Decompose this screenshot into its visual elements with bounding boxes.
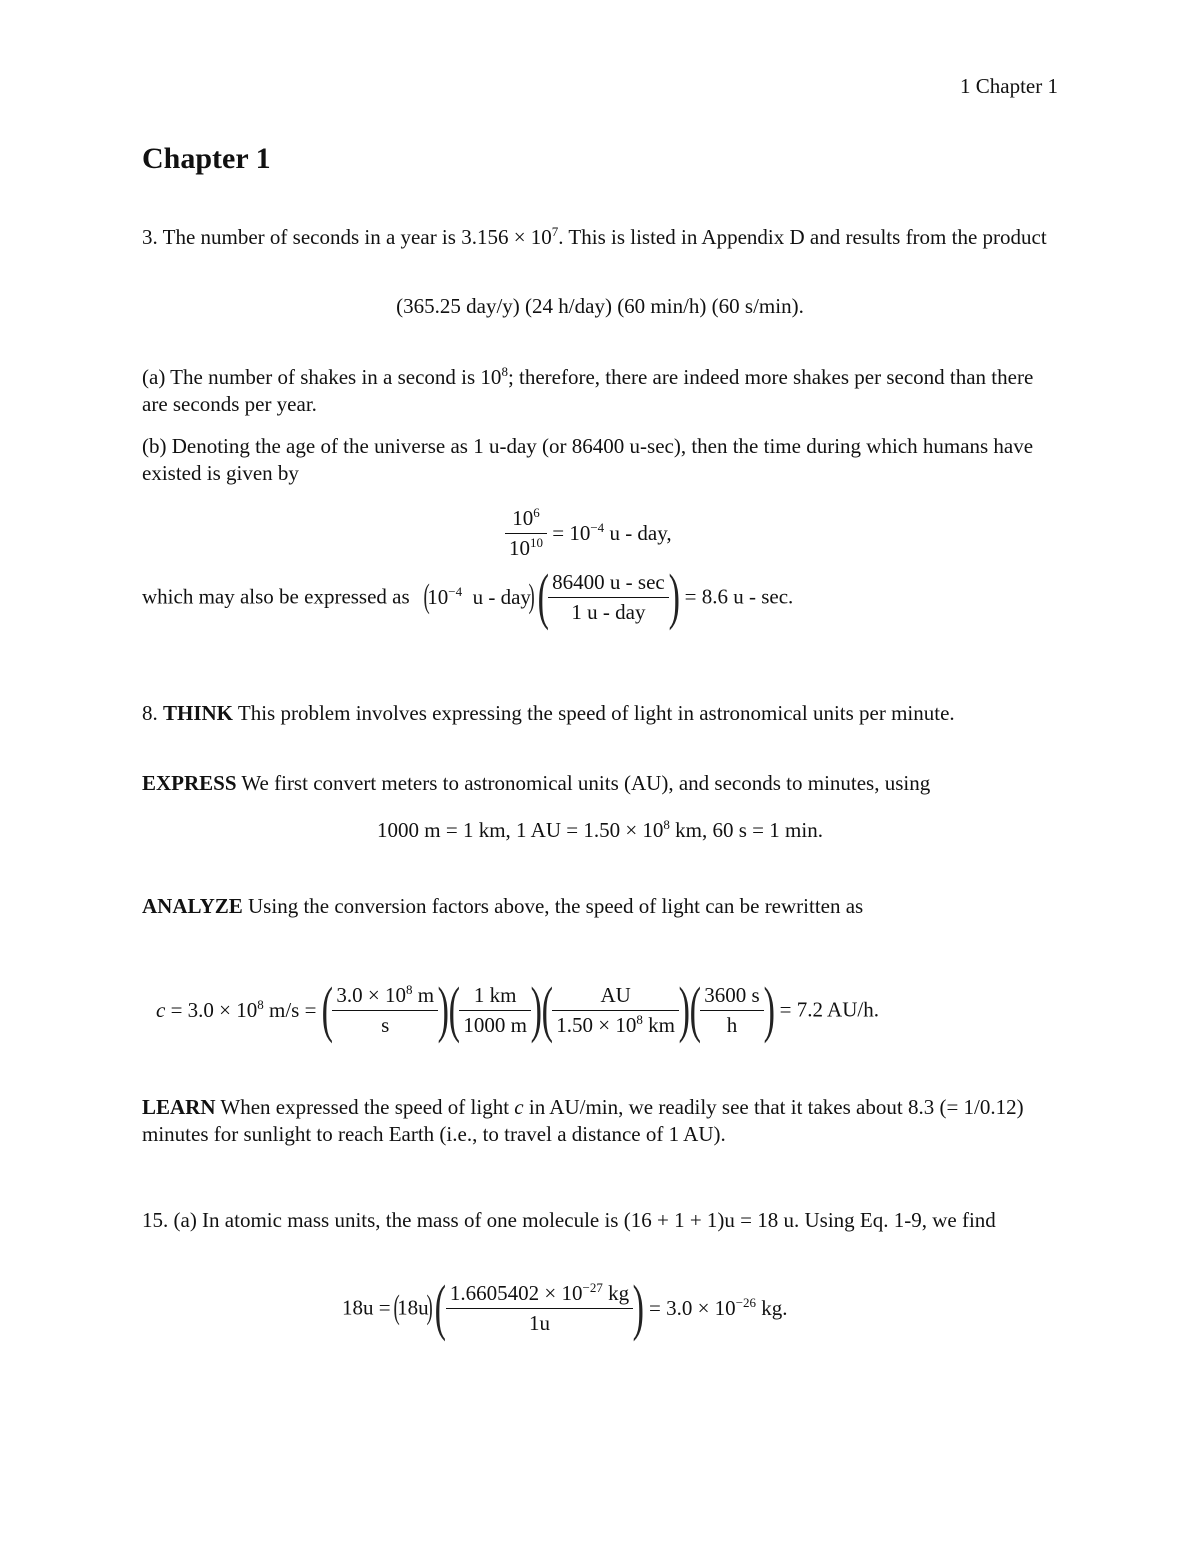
problem-15-text: 15. (a) In atomic mass units, the mass of one molecule is (16 + 1 + 1)u = 18 u. Using Eq. 1-9, we find bbox=[142, 1208, 996, 1232]
age-ratio-equation bbox=[505, 506, 672, 561]
express-text: We first convert meters to astronomical units (AU), and seconds to minutes, using bbox=[236, 771, 931, 795]
analyze-label: ANALYZE bbox=[142, 894, 243, 918]
c-lhs-b: m/s = bbox=[263, 997, 317, 1022]
problem-3a-exp: 8 bbox=[501, 364, 508, 379]
age-ratio-num-exp: 6 bbox=[533, 505, 540, 520]
factor-3-den-b: km bbox=[642, 1012, 675, 1037]
age-ratio-unit: u - day, bbox=[609, 521, 672, 545]
also-expressed-equation bbox=[142, 563, 794, 631]
right-paren: ) bbox=[678, 976, 690, 1044]
right-paren: ) bbox=[528, 578, 535, 615]
problem-3a-text bbox=[142, 364, 1057, 418]
conversion-equation bbox=[0, 818, 1200, 843]
conversion-eq-a: 1000 m = 1 km, 1 AU = 1.50 × 10 bbox=[377, 818, 664, 842]
express-label: EXPRESS bbox=[142, 771, 237, 795]
problem-8-learn bbox=[142, 1094, 1057, 1148]
right-paren: ) bbox=[426, 1289, 433, 1326]
c-result: = 7.2 AU/h. bbox=[779, 997, 879, 1022]
mass-lhs: 18u = bbox=[342, 1295, 396, 1320]
mass-result-exp: −26 bbox=[735, 1294, 757, 1310]
age-ratio-rhs-exp: −4 bbox=[590, 520, 605, 535]
factor-4-den: h bbox=[726, 1012, 738, 1037]
analyze-text: Using the conversion factors above, the speed of light can be rewritten as bbox=[242, 894, 864, 918]
speed-of-light-equation bbox=[156, 976, 879, 1044]
problem-8-analyze bbox=[142, 893, 1057, 920]
left-paren: ( bbox=[537, 563, 549, 631]
c-variable: c bbox=[156, 997, 166, 1022]
factor-4-num: 3600 s bbox=[700, 983, 763, 1011]
u-conversion-num: 86400 u - sec bbox=[548, 570, 669, 598]
page-header: 1 Chapter 1 bbox=[960, 74, 1058, 98]
problem-3-text-b: . This is listed in Appendix D and results from the product bbox=[558, 225, 1047, 249]
amu-num-exp: −27 bbox=[582, 1279, 603, 1295]
c-lhs-exp: 8 bbox=[257, 996, 264, 1012]
right-paren: ) bbox=[632, 1274, 645, 1342]
u-conversion-fraction bbox=[548, 570, 669, 625]
left-paren: ( bbox=[448, 976, 460, 1044]
problem-3b-text: (b) Denoting the age of the universe as 1 u-day (or 86400 u-sec), then the time during which humans have existed is given by bbox=[142, 434, 1034, 485]
mass-paren-value: 18u bbox=[397, 1295, 429, 1320]
think-label: THINK bbox=[163, 701, 234, 725]
factor-1-fraction bbox=[332, 983, 438, 1038]
also-expressed-text: which may also be expressed as bbox=[142, 584, 410, 609]
factor-2-den: 1000 m bbox=[463, 1012, 527, 1037]
molecule-mass-equation bbox=[342, 1274, 788, 1342]
also-exp: −4 bbox=[448, 583, 463, 599]
right-paren: ) bbox=[668, 563, 680, 631]
right-paren: ) bbox=[530, 976, 542, 1044]
left-paren: ( bbox=[434, 1274, 447, 1342]
problem-3a-text-a: (a) The number of shakes in a second is 10 bbox=[142, 365, 502, 389]
age-ratio-fraction bbox=[505, 506, 547, 561]
left-paren: ( bbox=[321, 976, 333, 1044]
mass-result-a: = 3.0 × 10 bbox=[649, 1295, 736, 1320]
learn-c-variable: c bbox=[514, 1095, 524, 1119]
learn-text-a: When expressed the speed of light bbox=[215, 1095, 515, 1119]
factor-1-num-b: m bbox=[412, 982, 435, 1007]
factor-4-fraction bbox=[700, 983, 763, 1038]
age-ratio-rhs: = 10 bbox=[552, 521, 591, 545]
amu-num-b: kg bbox=[602, 1280, 630, 1305]
factor-3-num: AU bbox=[552, 983, 679, 1011]
factor-3-den-exp: 8 bbox=[636, 1011, 643, 1027]
left-paren: ( bbox=[689, 976, 701, 1044]
factor-2-num: 1 km bbox=[459, 983, 531, 1011]
right-paren: ) bbox=[437, 976, 450, 1044]
c-lhs-a: = 3.0 × 10 bbox=[165, 997, 258, 1022]
also-result: = 8.6 u - sec. bbox=[684, 584, 794, 609]
age-ratio-num: 10 bbox=[512, 506, 534, 530]
problem-3-text-a: 3. The number of seconds in a year is 3.156 × 10 bbox=[142, 225, 552, 249]
factor-2-fraction bbox=[459, 983, 531, 1038]
amu-num-a: 1.6605402 × 10 bbox=[449, 1280, 583, 1305]
learn-label: LEARN bbox=[142, 1095, 216, 1119]
factor-1-num-a: 3.0 × 10 bbox=[336, 982, 406, 1007]
factor-3-den-a: 1.50 × 10 bbox=[556, 1012, 637, 1037]
problem-3a-text-b: ; therefore, there are indeed more shakes per second than there are seconds per year. bbox=[142, 365, 1034, 416]
chapter-title: Chapter 1 bbox=[142, 142, 271, 175]
amu-fraction bbox=[446, 1281, 633, 1336]
right-paren: ) bbox=[763, 976, 775, 1044]
problem-8-number: 8. bbox=[142, 701, 163, 725]
problem-3-text bbox=[142, 224, 1057, 251]
left-paren: ( bbox=[423, 578, 430, 615]
left-paren: ( bbox=[393, 1289, 400, 1326]
product-equation: (365.25 day/y) (24 h/day) (60 min/h) (60 s/min). bbox=[396, 294, 804, 318]
also-base: 10 bbox=[427, 584, 449, 609]
factor-3-fraction bbox=[552, 983, 679, 1038]
problem-3-exp: 7 bbox=[551, 224, 559, 239]
think-text: This problem involves expressing the speed of light in astronomical units per minute. bbox=[233, 701, 955, 725]
left-paren: ( bbox=[541, 976, 553, 1044]
factor-1-den: s bbox=[381, 1012, 390, 1037]
mass-result-b: kg. bbox=[756, 1295, 788, 1320]
conversion-eq-b: km, 60 s = 1 min. bbox=[669, 818, 823, 842]
factor-1-num-exp: 8 bbox=[405, 981, 413, 997]
learn-text-b: in AU/min, we readily see that it takes about 8.3 (= 1/0.12) minutes for sunlight to reach Earth (i.e., to travel a distance of 1 AU). bbox=[142, 1095, 1024, 1146]
amu-den: 1u bbox=[529, 1310, 550, 1335]
conversion-eq-exp: 8 bbox=[663, 817, 670, 832]
problem-8-express bbox=[142, 770, 1057, 797]
u-conversion-den: 1 u - day bbox=[571, 599, 646, 624]
age-ratio-den: 10 bbox=[509, 536, 530, 560]
also-unit: u - day bbox=[472, 584, 531, 609]
problem-8-think bbox=[142, 700, 1057, 727]
age-ratio-den-exp: 10 bbox=[530, 535, 543, 550]
